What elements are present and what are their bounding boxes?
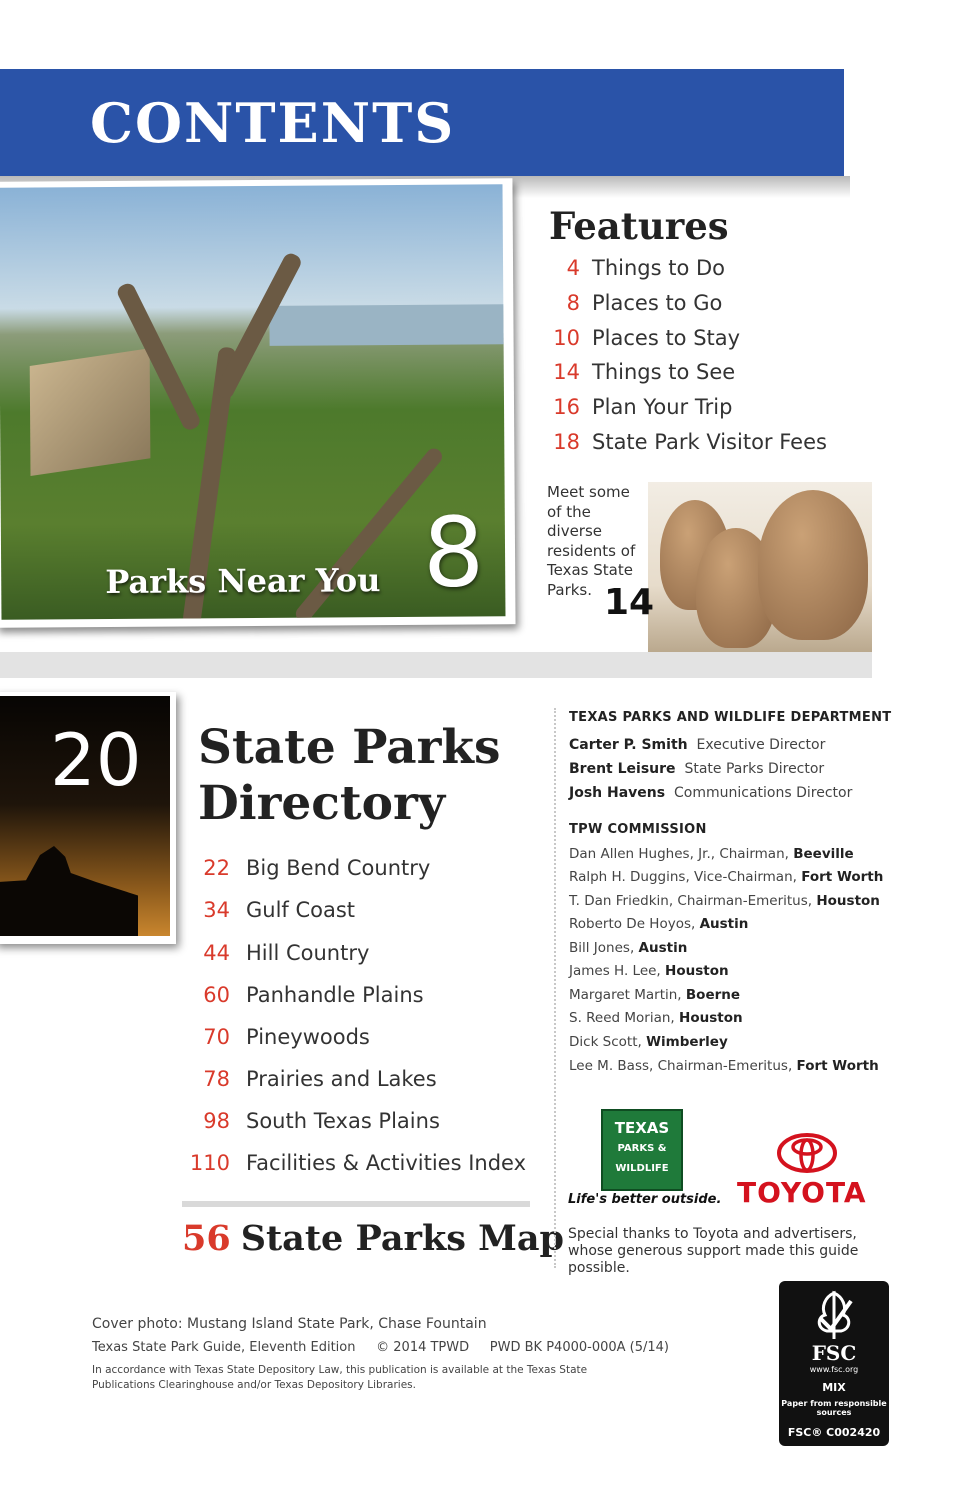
edition-info: Texas State Park Guide, Eleventh Edition © 2014 TPWD PWD BK P4000-000A (5/14): [92, 1340, 669, 1355]
region-page: 70: [203, 1025, 230, 1049]
region-label: Gulf Coast: [246, 898, 356, 922]
features-heading: Features: [549, 204, 729, 248]
fsc-code: FSC® C002420: [787, 1426, 881, 1439]
region-item[interactable]: [180, 941, 369, 965]
feature-item[interactable]: [540, 360, 735, 390]
feature-page: 18: [553, 430, 580, 454]
region-label: Prairies and Lakes: [246, 1067, 437, 1091]
contents-banner: [0, 69, 844, 176]
feature-page: 14: [553, 360, 580, 384]
tpwd-logo-text: TEXAS: [614, 1119, 670, 1137]
member-city: Wimberley: [646, 1034, 728, 1050]
depository-notice: In accordance with Texas State Depository Law, this publication is available at the Texas State Publications Clearinghouse and/or Texas Depository Libraries.: [92, 1364, 588, 1391]
member-city: Houston: [679, 1010, 743, 1026]
member-name: Lee M. Bass, Chairman-Emeritus,: [569, 1058, 797, 1074]
commission-member: [569, 1034, 728, 1050]
member-city: Beeville: [793, 846, 854, 862]
tpwd-logo-text: WILDLIFE: [615, 1163, 669, 1174]
feature-label: Things to See: [592, 360, 736, 384]
wildlife-line: Meet some: [547, 483, 630, 501]
member-name: James H. Lee,: [569, 963, 666, 979]
map-page: 56: [182, 1218, 231, 1259]
commission-member: [569, 987, 740, 1003]
region-item[interactable]: [180, 856, 430, 880]
region-label: Panhandle Plains: [246, 983, 424, 1007]
feature-label: Plan Your Trip: [592, 395, 733, 419]
wildlife-line: of the: [547, 502, 591, 521]
commission-member: [569, 846, 854, 862]
region-page: 60: [203, 983, 230, 1007]
toyota-emblem-icon: [776, 1132, 838, 1174]
cover-credit: Cover photo: Mustang Island State Park, Chase Fountain: [92, 1316, 487, 1332]
region-item[interactable]: [180, 1025, 370, 1049]
wildlife-line: diverse: [547, 522, 603, 541]
feature-label: Places to Stay: [592, 326, 741, 350]
wildlife-line: residents of: [547, 541, 636, 560]
region-label: Hill Country: [246, 941, 370, 965]
fsc-web: www.fsc.org: [809, 1365, 859, 1374]
sponsor-thanks: Special thanks to Toyota and advertisers, whose generous support made this guide possible.: [568, 1226, 859, 1276]
directory-photo-card[interactable]: [0, 692, 176, 944]
feature-item[interactable]: [540, 430, 827, 460]
region-page: 78: [203, 1067, 230, 1091]
region-label: Facilities & Activities Index: [246, 1151, 527, 1175]
member-name: Margaret Martin,: [569, 987, 686, 1003]
region-item[interactable]: [180, 983, 424, 1007]
feature-item[interactable]: [540, 256, 725, 286]
wildlife-line: Parks.: [547, 580, 592, 599]
commission-member: [569, 1058, 879, 1074]
feature-page: 4: [566, 256, 580, 280]
member-city: Fort Worth: [801, 869, 884, 885]
staff-row: [569, 785, 852, 801]
member-name: Dan Allen Hughes, Jr., Chairman,: [569, 846, 794, 862]
region-page: 110: [189, 1151, 230, 1175]
fsc-paper: Paper from responsible sources: [781, 1399, 887, 1417]
staff-name: Carter P. Smith: [569, 737, 688, 753]
region-label: Big Bend Country: [246, 856, 431, 880]
stone-steps: [30, 348, 151, 476]
commission-member: [569, 940, 687, 956]
wildlife-line: Texas State: [547, 561, 633, 580]
staff-name: Josh Havens: [569, 785, 666, 801]
department-heading: TEXAS PARKS AND WILDLIFE DEPARTMENT: [569, 710, 892, 725]
region-page: 22: [203, 856, 230, 880]
fsc-mix: MIX: [822, 1381, 846, 1394]
hero-photo-card[interactable]: [0, 178, 516, 628]
region-page: 44: [203, 941, 230, 965]
region-label: Pineywoods: [246, 1025, 370, 1049]
member-city: Fort Worth: [796, 1058, 879, 1074]
staff-role: Executive Director: [696, 737, 826, 753]
map-label: State Parks Map: [240, 1218, 564, 1259]
member-name: S. Reed Morian,: [569, 1010, 680, 1026]
staff-role: Communications Director: [674, 785, 853, 801]
directory-heading: [198, 720, 500, 832]
feature-label: Things to Do: [592, 256, 726, 280]
commission-member: [569, 893, 880, 909]
map-link[interactable]: [182, 1218, 564, 1259]
feature-label: State Park Visitor Fees: [592, 430, 827, 454]
directory-title-line: Directory: [198, 776, 446, 831]
region-item[interactable]: [180, 898, 355, 922]
commission-member: [569, 963, 729, 979]
prairie-dog: [758, 490, 868, 640]
feature-page: 10: [553, 326, 580, 350]
prairie-dogs-image[interactable]: [648, 482, 872, 654]
feature-page: 8: [566, 291, 580, 315]
night-rock-image: [0, 696, 170, 936]
region-item[interactable]: [180, 1109, 440, 1133]
directory-page-number: 20: [50, 718, 142, 802]
member-city: Austin: [699, 916, 749, 932]
region-page: 34: [203, 898, 230, 922]
member-name: Ralph H. Duggins, Vice-Chairman,: [569, 869, 802, 885]
feature-page: 16: [553, 395, 580, 419]
region-item[interactable]: [180, 1151, 526, 1175]
bay-water: [269, 304, 505, 346]
feature-item[interactable]: [540, 326, 740, 356]
hero-caption: Parks Near You: [105, 561, 381, 602]
map-rule: [182, 1201, 530, 1207]
commission-member: [569, 869, 883, 885]
feature-label: Places to Go: [592, 291, 723, 315]
member-city: Houston: [665, 963, 729, 979]
commission-member: [569, 916, 748, 932]
member-city: Austin: [638, 940, 688, 956]
wildlife-page-number: 14: [604, 582, 655, 623]
region-page: 98: [203, 1109, 230, 1133]
fsc-tree-check-icon: [807, 1289, 861, 1341]
page-title: CONTENTS: [90, 91, 456, 155]
column-divider: [554, 708, 556, 1268]
section-divider: [0, 652, 872, 678]
rock-silhouette: [0, 846, 138, 936]
staff-role: State Parks Director: [684, 761, 825, 777]
fsc-certification-badge: [779, 1281, 889, 1446]
directory-title-line: State Parks: [198, 720, 501, 775]
staff-row: [569, 737, 825, 753]
tpwd-logo: [601, 1109, 683, 1191]
commission-member: [569, 1010, 743, 1026]
toyota-wordmark: TOYOTA: [737, 1176, 867, 1209]
staff-name: Brent Leisure: [569, 761, 676, 777]
member-city: Boerne: [685, 987, 741, 1003]
region-label: South Texas Plains: [246, 1109, 440, 1133]
member-name: Roberto De Hoyos,: [569, 916, 700, 932]
member-city: Houston: [816, 893, 880, 909]
feature-item[interactable]: [540, 291, 722, 321]
staff-row: [569, 761, 824, 777]
hero-page-number: 8: [422, 496, 485, 609]
tpwd-tagline: Life's better outside.: [568, 1192, 722, 1207]
region-item[interactable]: [180, 1067, 437, 1091]
member-name: Bill Jones,: [569, 940, 639, 956]
member-name: Dick Scott,: [569, 1034, 647, 1050]
tpwd-logo-text: PARKS &: [617, 1143, 667, 1154]
member-name: T. Dan Friedkin, Chairman-Emeritus,: [569, 893, 817, 909]
commission-heading: TPW COMMISSION: [569, 822, 707, 837]
feature-item[interactable]: [540, 395, 732, 425]
fsc-name: FSC: [811, 1341, 857, 1365]
